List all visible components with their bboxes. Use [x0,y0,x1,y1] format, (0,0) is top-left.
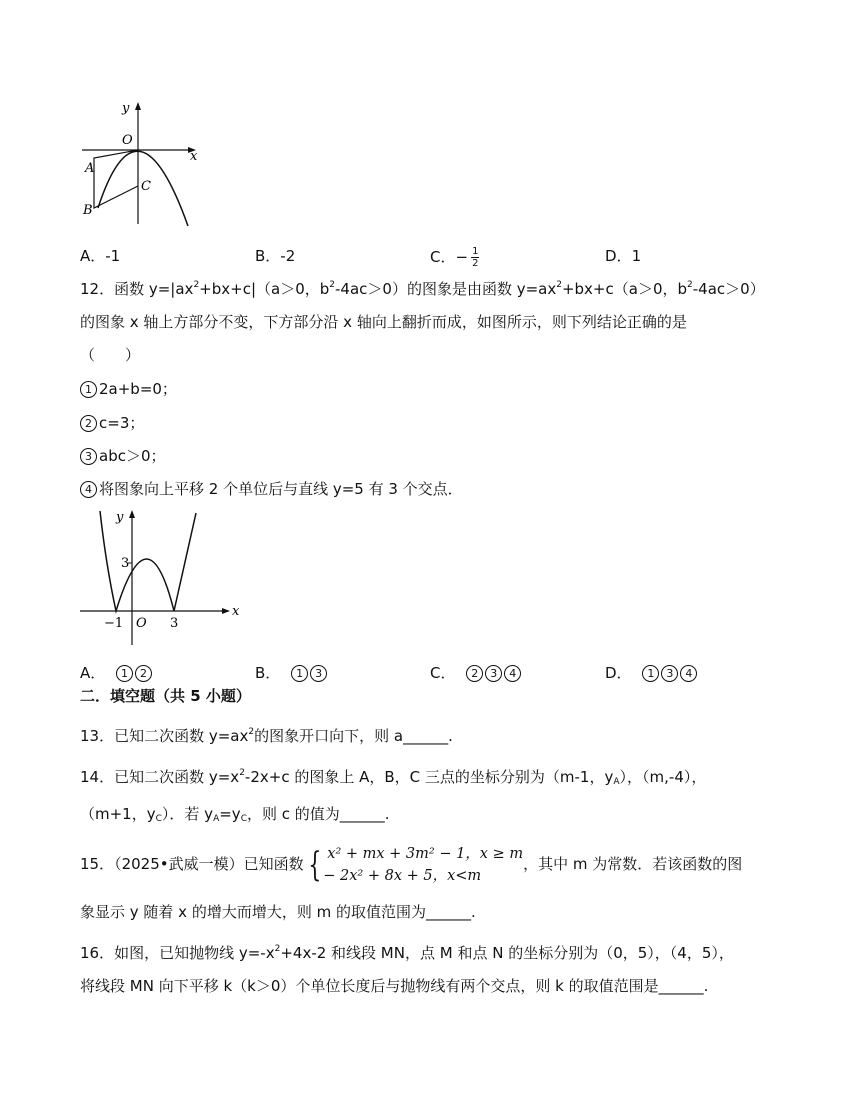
point-b-label: B [83,203,93,218]
x-axis-label: x [190,149,198,164]
q12-statement-2 [80,413,144,433]
text: -4ac＞0）的图象是由函数 y=ax [335,280,557,298]
case-1: x² + mx + 3m² − 1，x ≥ m [327,845,524,862]
exponent: 2 [556,280,562,290]
text: +bx+c|（a＞0，b [199,280,330,298]
q13-line [80,722,453,746]
q12-line-2: 的图象 x 轴上方部分不变，下方部分沿 x 轴向上翻折而成，如图所示，则下列结论正确的是 [80,313,687,331]
text: （m+1，y [80,805,156,823]
q12-option-c[interactable] [430,663,523,683]
point-a-label: A [85,161,95,176]
text: 15．（2025•武威一模）已知函数 [80,855,304,873]
section-heading: 二．填空题（共 5 小题） [80,687,251,705]
text: 12．函数 y=|ax [80,280,194,298]
circled-number: 4 [680,665,697,682]
x-axis-arrow [222,608,230,614]
q15-line-2: 象显示 y 随着 x 的增大而增大，则 m 的取值范围为______. [80,903,476,921]
circled-number: 2 [80,415,97,432]
circled-number: 4 [80,481,97,498]
option-label: A． [80,247,106,265]
exponent: 2 [248,727,255,737]
option-value: -2 [280,247,296,265]
q14-line-1 [80,763,706,792]
statement-text: 将图象向上平移 2 个单位后与直线 y=5 有 3 个交点． [99,480,463,498]
q11-option-b[interactable] [255,246,295,266]
text: -4ac＞0） [692,280,765,298]
q11-option-d[interactable] [605,246,641,266]
subscript: A [613,777,620,787]
q12-line-1 [80,275,765,299]
circled-number: 4 [504,665,521,682]
option-label: A． [80,664,106,682]
subscript: C [240,814,247,824]
q16-line-2: 将线段 MN 向下平移 k（k＞0）个单位长度后与抛物线有两个交点，则 k 的取值范围是______. [80,977,709,995]
fraction [471,246,479,269]
subscript: C [155,814,162,824]
x-root-neg1-label: −1 [104,616,124,631]
circled-number: 1 [80,381,97,398]
flipped-parabola-curve [100,511,196,611]
y-intercept-label: 3 [121,556,130,571]
q12-option-a[interactable] [80,663,154,683]
statement-text: c=3； [99,414,145,432]
subscript: A [213,814,220,824]
x-axis-label: x [232,604,240,619]
figure-q11 [78,98,206,230]
exponent: 2 [274,944,281,954]
text: ）．若 y [161,805,214,823]
text: +4x-2 和线段 MN，点 M 和点 N 的坐标分别为（0，5），（4，5）， [280,944,734,962]
exponent: 2 [239,768,245,778]
text: ，则 c 的值为______. [246,805,390,823]
option-value: 1 [631,247,642,265]
q12-statement-1 [80,379,177,399]
text: 14．已知二次函数 y=x [80,768,240,786]
text: ，其中 m 为常数．若该函数的图 [523,855,743,873]
text: =y [219,805,241,823]
q11-option-a[interactable] [80,246,120,266]
text: 的图象开口向下，则 a______. [254,727,453,745]
exponent: 2 [687,280,693,290]
point-c-label: C [141,179,151,194]
circled-number: 2 [466,665,483,682]
x-root-3-label: 3 [170,616,179,631]
option-value: -1 [105,247,121,265]
circled-number: 1 [642,665,659,682]
circled-number: 1 [291,665,308,682]
y-axis-arrow [129,510,135,518]
exponent: 2 [193,280,200,290]
circled-number: 3 [661,665,678,682]
option-sign: − [455,248,469,266]
option-label: B． [255,664,281,682]
text: ），（m,-4）， [619,768,707,786]
text: +bx+c（a＞0，b [561,280,688,298]
fraction-denominator: 2 [472,258,479,269]
option-label: B． [255,247,281,265]
q14-line-2 [80,804,390,829]
option-label: D． [605,664,632,682]
piecewise-cases [323,843,523,887]
brace-icon: { [307,844,321,885]
q12-option-b[interactable] [255,663,329,683]
q12-line-3: （ ） [80,346,141,364]
circled-number: 2 [135,665,152,682]
q12-statement-4 [80,479,463,499]
piecewise-function [304,843,523,887]
y-axis-label: y [122,101,130,116]
statement-text: abc＞0； [99,447,166,465]
figure-q12 [78,505,248,647]
text: 13．已知二次函数 y=ax [80,727,249,745]
circled-number: 3 [80,448,97,465]
y-axis-arrow [135,102,141,110]
circled-number: 1 [116,665,133,682]
q11-option-c[interactable] [430,246,479,269]
q12-statement-3 [80,446,166,466]
fraction-numerator: 1 [472,246,479,257]
q16-line-1 [80,939,734,963]
case-2: − 2x² + 8x + 5，x<m [323,867,482,884]
exponent: 2 [329,280,335,290]
q12-option-d[interactable] [605,663,699,683]
statement-text: 2a+b=0； [99,380,177,398]
option-label: D． [605,247,632,265]
text: 16．如图，已知抛物线 y=-x [80,944,275,962]
option-label: C． [430,248,456,266]
circled-number: 3 [310,665,327,682]
y-axis-label: y [116,510,124,525]
q15-line-1 [80,842,742,886]
text: -2x+c 的图象上 A，B，C 三点的坐标分别为（m-1，y [244,768,614,786]
circled-number: 3 [485,665,502,682]
origin-label: O [122,133,133,148]
option-label: C． [430,664,456,682]
origin-label: O [136,616,147,631]
